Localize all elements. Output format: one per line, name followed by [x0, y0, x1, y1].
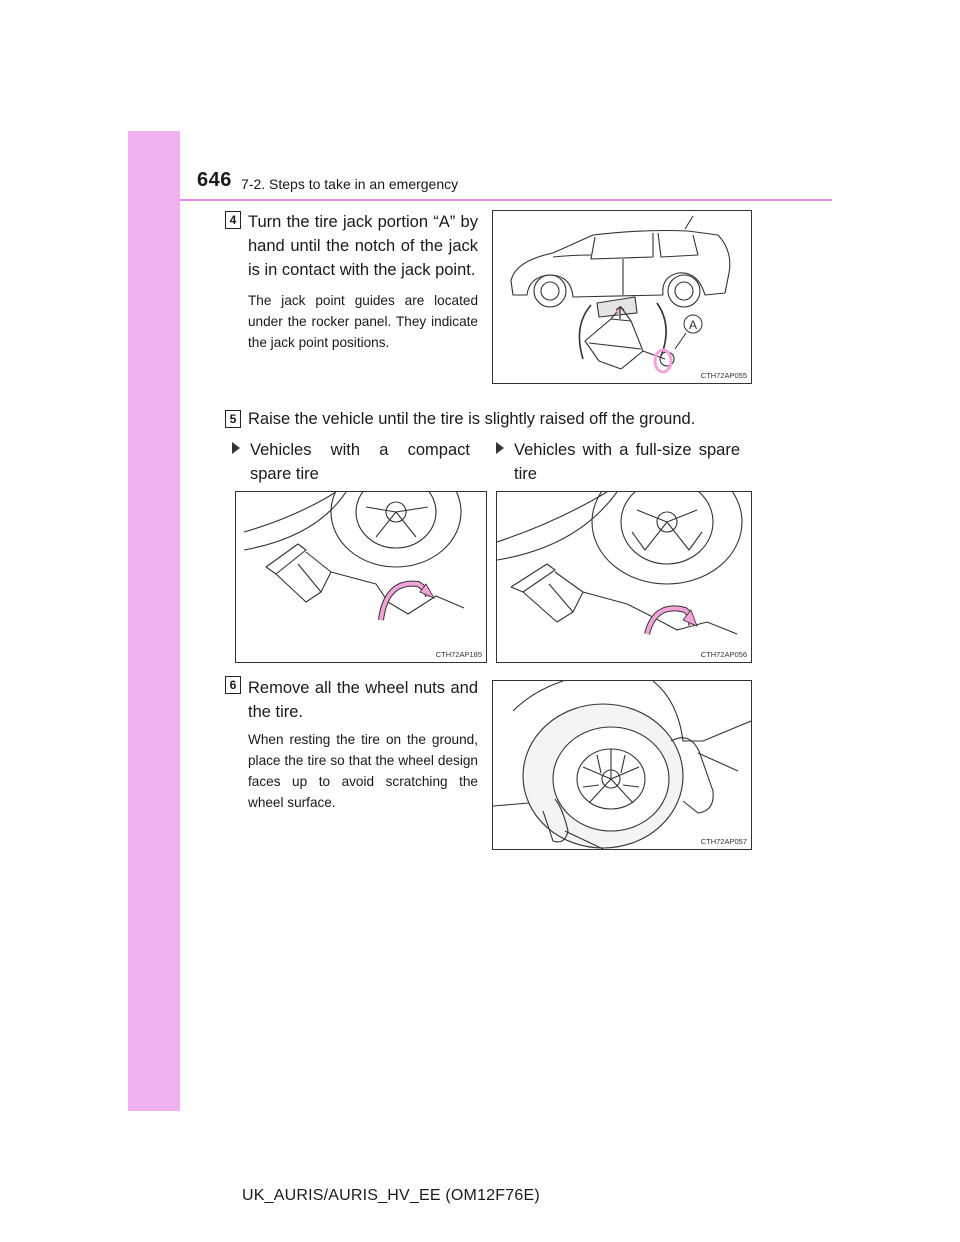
variant-label-fullsize: Vehicles with a full-size spare tire — [496, 438, 746, 486]
section-title: 7-2. Steps to take in an emergency — [241, 176, 459, 192]
step-number-5: 5 — [225, 410, 241, 428]
header-rule — [180, 199, 832, 201]
figure-jack-point — [492, 210, 752, 384]
step-5-text: Raise the vehicle until the tire is slightly raised off the ground. — [248, 410, 696, 428]
bullet-triangle-icon — [232, 442, 240, 454]
car-jack-illustration — [493, 211, 751, 383]
figure-jack-fullsize — [496, 491, 752, 663]
step-4-note: The jack point guides are located under the rocker panel. They indicate the jack point positions. — [248, 293, 478, 350]
figure-code: CTH72AP056 — [700, 650, 747, 659]
bullet-triangle-icon — [496, 442, 504, 454]
page-number: 646 — [197, 169, 232, 191]
step-6-note: When resting the tire on the ground, place the tire so that the wheel design faces up to avoid scratching the wheel surface. — [248, 732, 478, 810]
step-4-text: Turn the tire jack portion “A” by hand until the notch of the jack is in contact with the jack point. — [248, 213, 478, 279]
figure-code: CTH72AP057 — [700, 837, 747, 846]
step-6-text: Remove all the wheel nuts and the tire. — [248, 679, 478, 721]
step-number-6: 6 — [225, 676, 241, 694]
figure-code: CTH72AP185 — [435, 650, 482, 659]
figure-code: CTH72AP055 — [700, 371, 747, 380]
footer-doc-id: UK_AURIS/AURIS_HV_EE (OM12F76E) — [242, 1187, 540, 1204]
figure-jack-compact — [235, 491, 487, 663]
chapter-tab-bar — [128, 131, 180, 1111]
variant-label-compact: Vehicles with a compact spare tire — [232, 438, 477, 486]
callout-label-a: A — [688, 318, 698, 332]
figure-remove-tire — [492, 680, 752, 850]
step-number-4: 4 — [225, 211, 241, 229]
